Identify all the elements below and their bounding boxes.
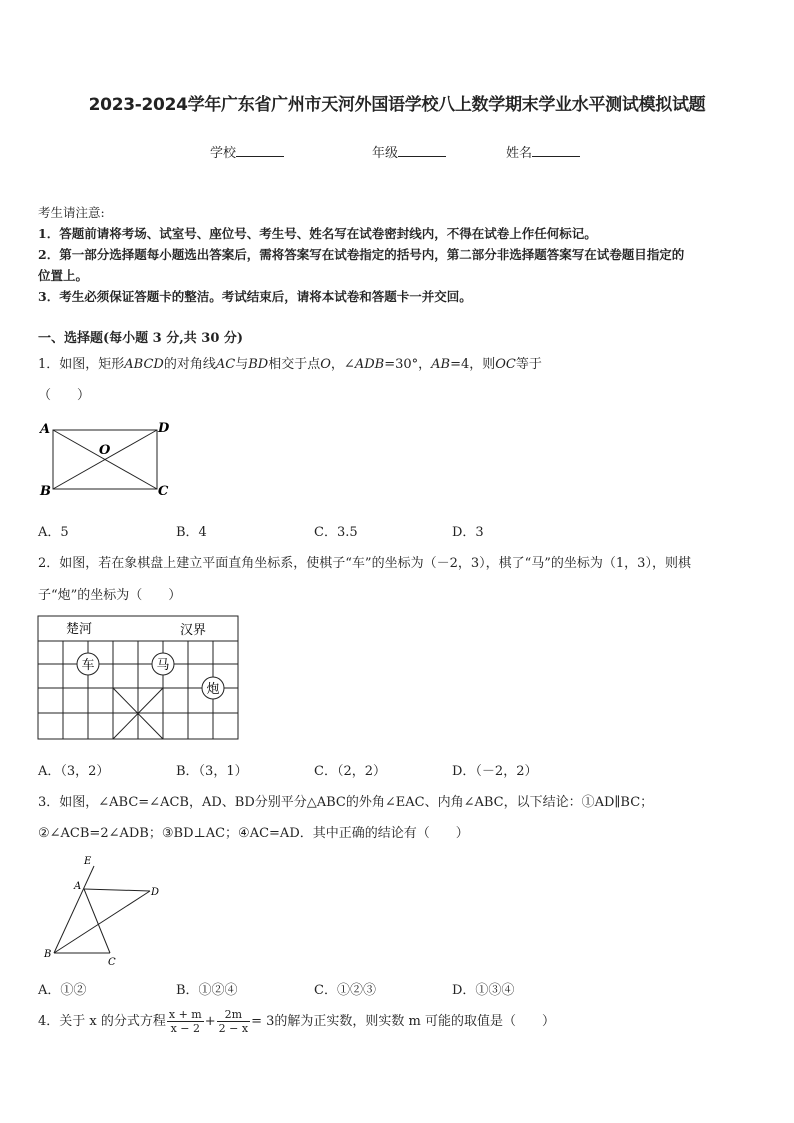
note-item: 位置上。 <box>38 268 89 283</box>
q3-option-b[interactable]: B．①②④ <box>176 983 238 998</box>
piece-che-label: 车 <box>81 658 95 673</box>
question-3-line2: ②∠ACB=2∠ADB；③BD⊥AC；④AC=AD．其中正确的结论有（ ） <box>38 826 469 841</box>
q1-text-e: ，∠ <box>330 357 355 372</box>
q1-text-c: 与 <box>235 357 249 372</box>
question-number: 1． <box>38 357 60 372</box>
note-item: 3．考生必须保证答题卡的整洁。考试结束后，请将本试卷和答题卡一并交回。 <box>38 289 472 304</box>
q1-oc: OC <box>495 357 516 372</box>
q1-text-f: =30°， <box>384 357 432 372</box>
river-chu: 楚河 <box>66 622 93 637</box>
name-label: 姓名 <box>506 146 533 161</box>
river-han: 汉界 <box>180 623 207 638</box>
q4-frac2-num: 2m <box>217 1008 250 1022</box>
q4-text-a: 4．关于 x 的分式方程 <box>38 1014 166 1029</box>
q1-text-b: 的对角线 <box>163 357 216 372</box>
question-3-line1: 3．如图，∠ABC=∠ACB，AD、BD分别平分△ABC的外角∠EAC、内角∠ABC，以下结论：①AD∥BC； <box>38 795 654 810</box>
q1-option-b[interactable]: B．4 <box>176 525 207 540</box>
question-4-text <box>38 1005 555 1039</box>
q4-fraction-2 <box>217 1008 250 1035</box>
question-2-line1: 2．如图，若在象棋盘上建立平面直角坐标系，使棋子“车”的坐标为（－2，3），棋了“马”的坐标为（1，3），则棋 <box>38 556 691 571</box>
q2-option-a[interactable]: A．（3，2） <box>38 764 110 779</box>
q2-option-b[interactable]: B．（3，1） <box>176 764 248 779</box>
label-c: C <box>158 484 169 499</box>
name-blank <box>532 145 580 157</box>
q2-option-c[interactable]: C．（2，2） <box>314 764 386 779</box>
question-1-text <box>38 353 542 372</box>
label-d: D <box>151 887 160 898</box>
page-title: 2023-2024学年广东省广州市天河外国语学校八上数学期末学业水平测试模拟试题 <box>88 95 706 115</box>
label-o: O <box>99 443 111 458</box>
q4-eq: = 3 <box>251 1014 275 1029</box>
q4-fraction-1 <box>167 1008 204 1035</box>
notes-heading: 考生请注意: <box>38 205 105 220</box>
q1-ac: AC <box>215 357 236 372</box>
name-field <box>506 142 580 161</box>
school-label: 学校 <box>210 146 237 161</box>
q4-text-b: 的解为正实数，则实数 m 可能的取值是（ ） <box>274 1014 555 1029</box>
grade-field <box>372 142 446 161</box>
q1-adb: ADB <box>354 357 385 372</box>
q4-frac1-num: x + m <box>168 1008 202 1021</box>
label-b: B <box>40 484 51 499</box>
q1-option-d[interactable]: D．3 <box>452 525 484 540</box>
q4-plus: + <box>204 1014 216 1029</box>
q1-text-g: =4，则 <box>450 357 496 372</box>
q3-option-c[interactable]: C．①②③ <box>314 983 376 998</box>
q1-bd: BD <box>248 357 269 372</box>
question-2-line2: 子“炮”的坐标为（ ） <box>38 588 182 603</box>
label-d: D <box>158 421 170 436</box>
grade-label: 年级 <box>372 146 399 161</box>
q1-text-a: 如图，矩形 <box>59 357 125 372</box>
q1-text-h: 等于 <box>515 357 542 372</box>
q1-paren: （ ） <box>38 388 91 403</box>
section-heading: 一、选择题(每小题 3 分,共 30 分) <box>38 331 244 346</box>
grade-blank <box>398 145 446 157</box>
q3-triangle-figure <box>40 852 170 967</box>
q3-option-a[interactable]: A．①② <box>38 983 87 998</box>
school-field <box>210 142 284 161</box>
q1-option-a[interactable]: A．5 <box>38 525 69 540</box>
note-item: 1．答题前请将考场、试室号、座位号、考生号、姓名写在试卷密封线内，不得在试卷上作任何标记。 <box>38 226 597 241</box>
piece-ma-label: 马 <box>156 658 170 673</box>
line-a-c <box>84 889 110 953</box>
q1-option-c[interactable]: C．3.5 <box>314 525 358 540</box>
label-a: A <box>40 422 51 437</box>
q1-o: O <box>320 357 331 372</box>
q1-rect-name: ABCD <box>124 357 164 372</box>
q2-option-d[interactable]: D．（－2，2） <box>452 764 538 779</box>
line-a-d <box>84 889 150 891</box>
label-e: E <box>84 856 92 867</box>
label-a: A <box>74 881 82 892</box>
q1-ab: AB <box>431 357 451 372</box>
piece-pao-label: 炮 <box>206 682 220 697</box>
note-item: 2．第一部分选择题每小题选出答案后，需将答案写在试卷指定的括号内，第二部分非选择题答案写在试卷题目指定的 <box>38 247 685 262</box>
label-c: C <box>108 957 116 967</box>
q3-option-d[interactable]: D．①③④ <box>452 983 515 998</box>
q4-frac1-den: x − 2 <box>170 1022 201 1035</box>
q1-rectangle-figure <box>36 418 176 500</box>
label-b: B <box>44 949 52 960</box>
school-blank <box>236 145 284 157</box>
q1-text-d: 相交于点 <box>268 357 321 372</box>
q4-frac2-den: 2 − x <box>218 1022 249 1035</box>
q2-chessboard-figure <box>36 614 242 742</box>
